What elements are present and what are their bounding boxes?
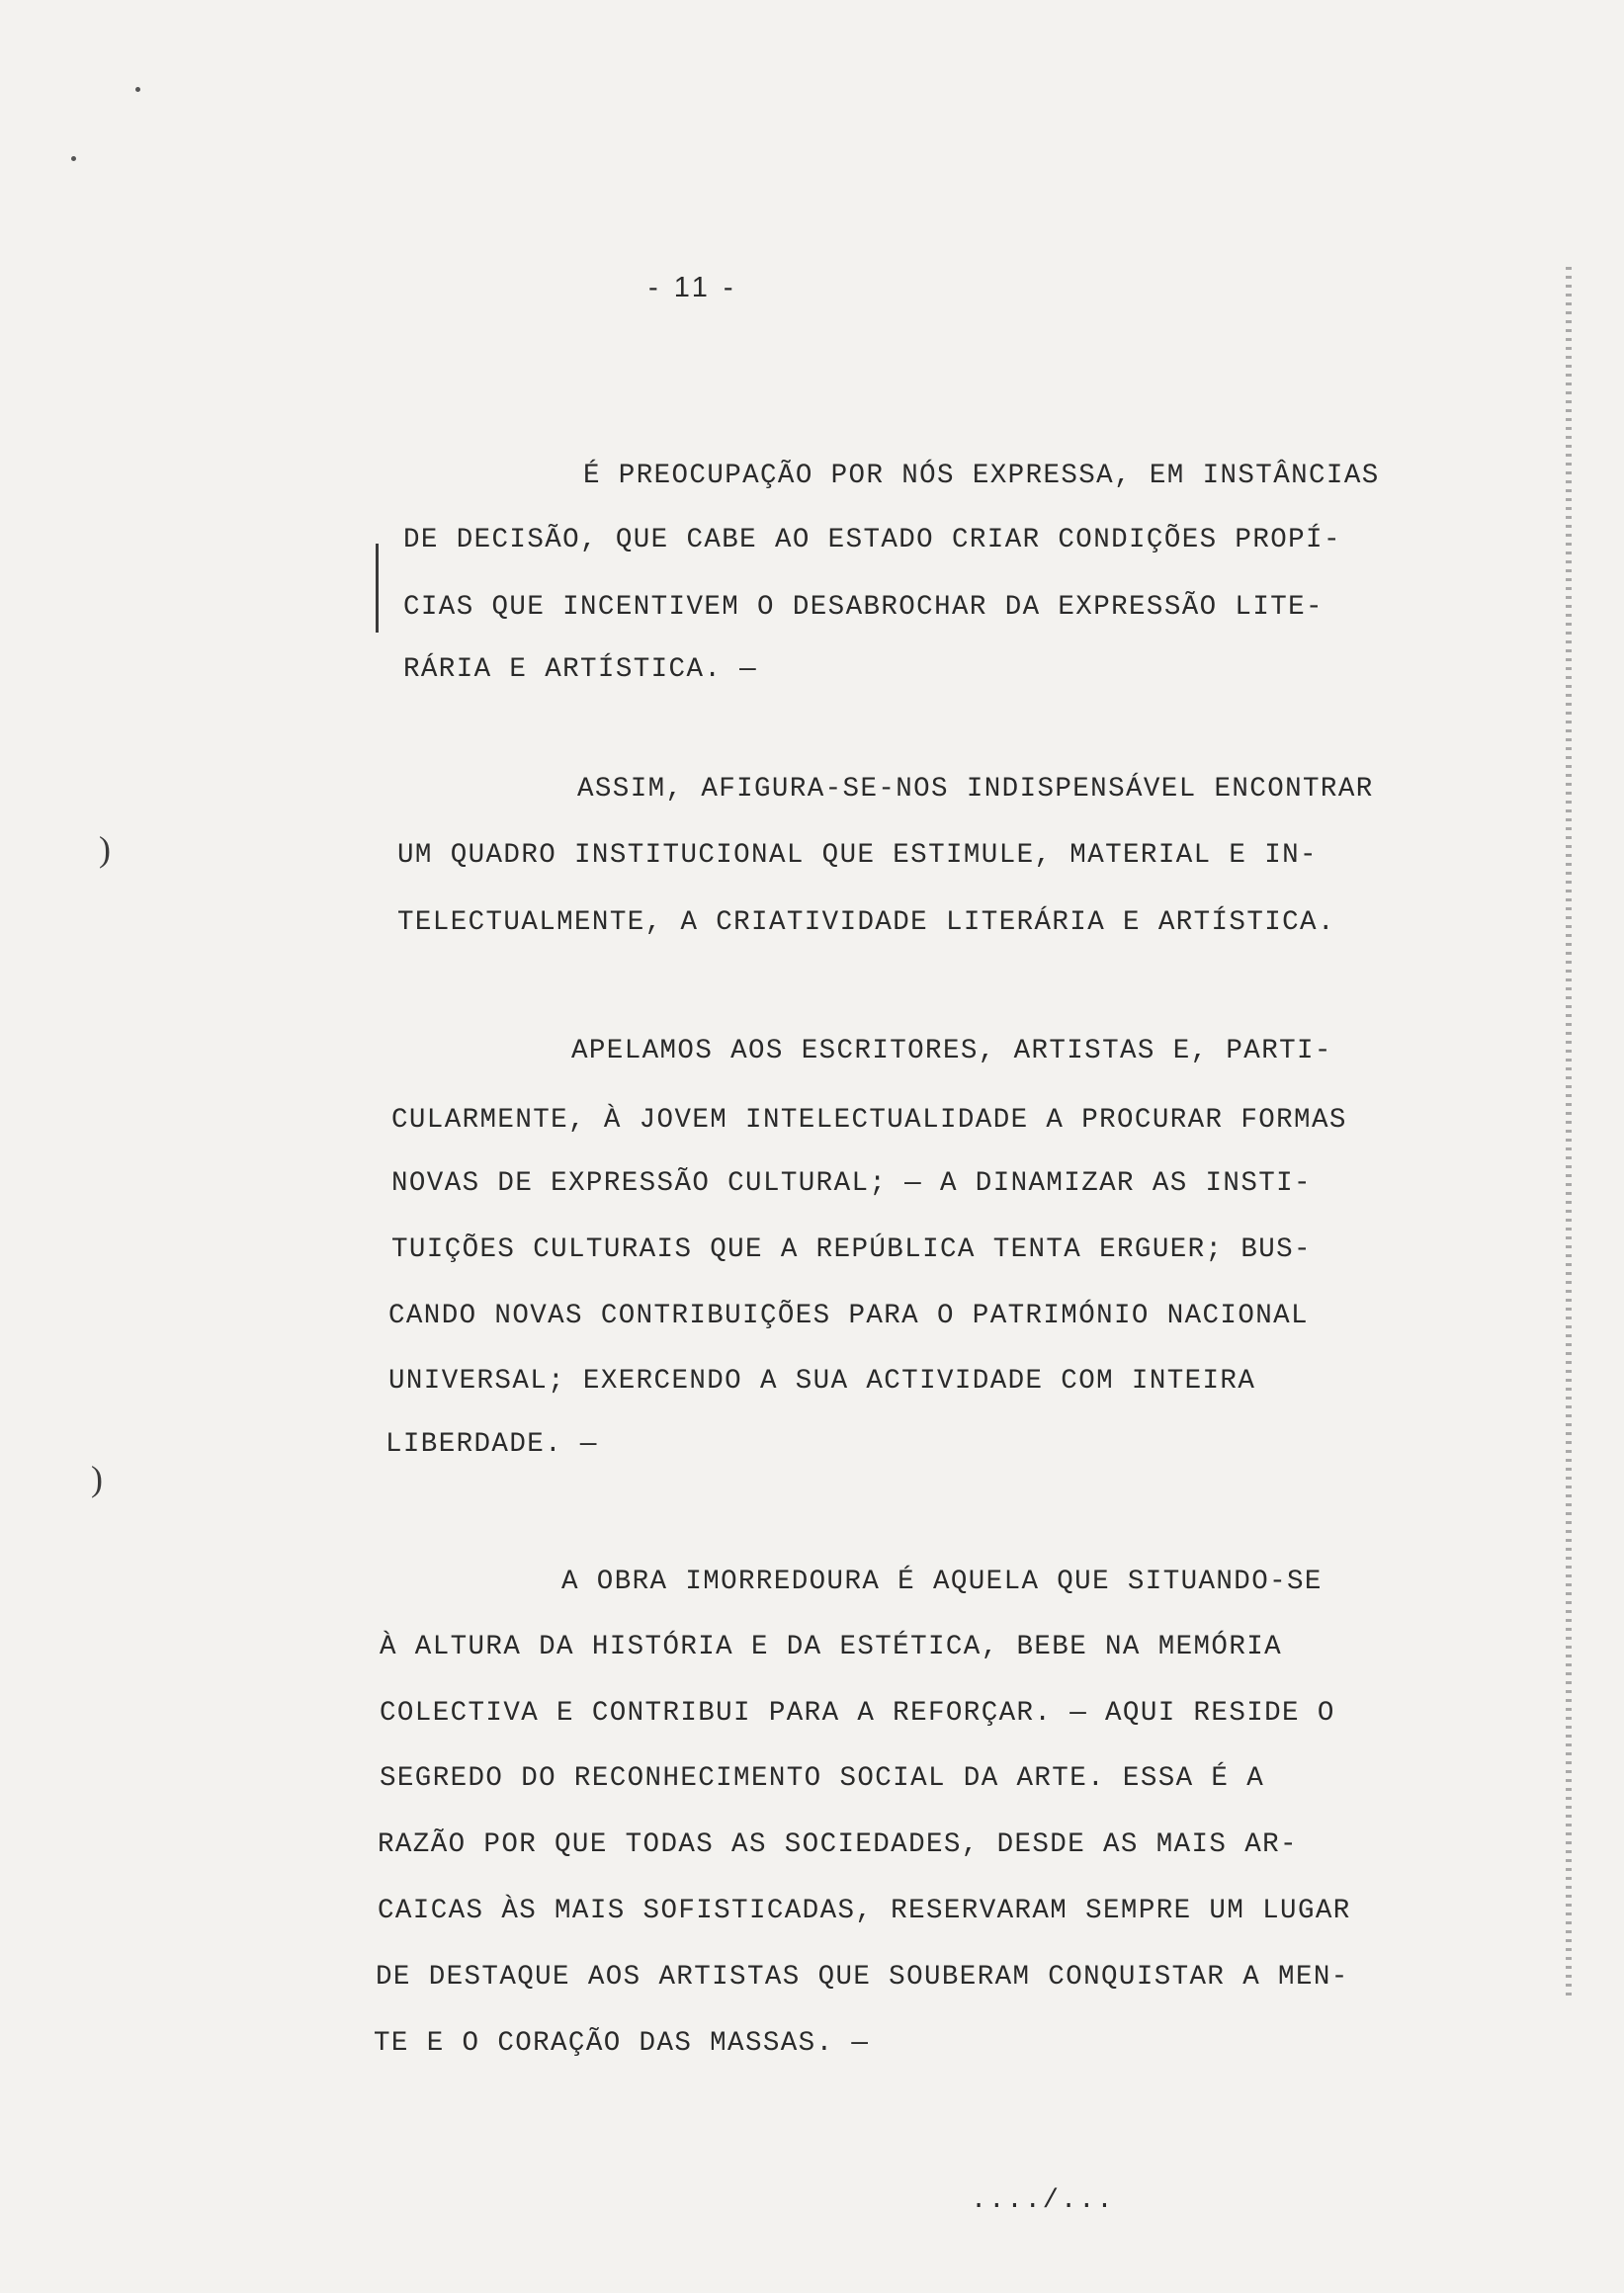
scan-edge-artifact [1566, 267, 1572, 1996]
margin-paren-mark: ) [91, 1459, 103, 1498]
paragraph-3-line-3: NOVAS DE EXPRESSÃO CULTURAL; — A DINAMIZAR AS INSTI- [391, 1168, 1312, 1199]
paragraph-3-line-7: LIBERDADE. — [385, 1429, 598, 1460]
paragraph-1-line-4: RÁRIA E ARTÍSTICA. — [403, 654, 758, 685]
paragraph-2-line-3: TELECTUALMENTE, A CRIATIVIDADE LITERÁRIA E ARTÍSTICA. [397, 907, 1335, 938]
scan-speck [135, 87, 140, 92]
paragraph-3-line-5: CANDO NOVAS CONTRIBUIÇÕES PARA O PATRIMÓNIO NACIONAL [388, 1301, 1309, 1331]
paragraph-4-line-4: SEGREDO DO RECONHECIMENTO SOCIAL DA ARTE. ESSA É A [380, 1763, 1265, 1794]
paragraph-4-line-5: RAZÃO POR QUE TODAS AS SOCIEDADES, DESDE AS MAIS AR- [378, 1829, 1298, 1860]
paragraph-4-line-1: A OBRA IMORREDOURA É AQUELA QUE SITUANDO-SE [561, 1567, 1323, 1597]
paragraph-3-line-6: UNIVERSAL; EXERCENDO A SUA ACTIVIDADE COM INTEIRA [388, 1366, 1256, 1397]
scan-speck [71, 156, 76, 161]
paragraph-1-line-3: CIAS QUE INCENTIVEM O DESABROCHAR DA EXPRESSÃO LITE- [403, 592, 1324, 623]
paragraph-4-line-6: CAICAS ÀS MAIS SOFISTICADAS, RESERVARAM SEMPRE UM LUGAR [378, 1896, 1351, 1926]
page-number: - 11 - [648, 272, 737, 303]
margin-mark [376, 544, 379, 633]
paragraph-1-line-1: É PREOCUPAÇÃO POR NÓS EXPRESSA, EM INSTÂNCIAS [583, 461, 1380, 491]
paragraph-2-line-2: UM QUADRO INSTITUCIONAL QUE ESTIMULE, MATERIAL E IN- [397, 840, 1318, 871]
paragraph-3-line-4: TUIÇÕES CULTURAIS QUE A REPÚBLICA TENTA ERGUER; BUS- [391, 1234, 1312, 1265]
continuation-marker: ..../... [971, 2186, 1115, 2216]
paragraph-4-line-3: COLECTIVA E CONTRIBUI PARA A REFORÇAR. — AQUI RESIDE O [380, 1698, 1335, 1729]
paragraph-2-line-1: ASSIM, AFIGURA-SE-NOS INDISPENSÁVEL ENCONTRAR [577, 774, 1374, 805]
paragraph-1-line-2: DE DECISÃO, QUE CABE AO ESTADO CRIAR CONDIÇÕES PROPÍ- [403, 525, 1341, 555]
paragraph-4-line-8: TE E O CORAÇÃO DAS MASSAS. — [374, 2028, 870, 2059]
paragraph-4-line-2: À ALTURA DA HISTÓRIA E DA ESTÉTICA, BEBE NA MEMÓRIA [380, 1632, 1283, 1662]
paragraph-3-line-1: APELAMOS AOS ESCRITORES, ARTISTAS E, PARTI- [571, 1036, 1332, 1066]
margin-paren-mark: ) [99, 829, 111, 869]
paragraph-4-line-7: DE DESTAQUE AOS ARTISTAS QUE SOUBERAM CONQUISTAR A MEN- [376, 1962, 1349, 1993]
paragraph-3-line-2: CULARMENTE, À JOVEM INTELECTUALIDADE A PROCURAR FORMAS [391, 1105, 1347, 1136]
